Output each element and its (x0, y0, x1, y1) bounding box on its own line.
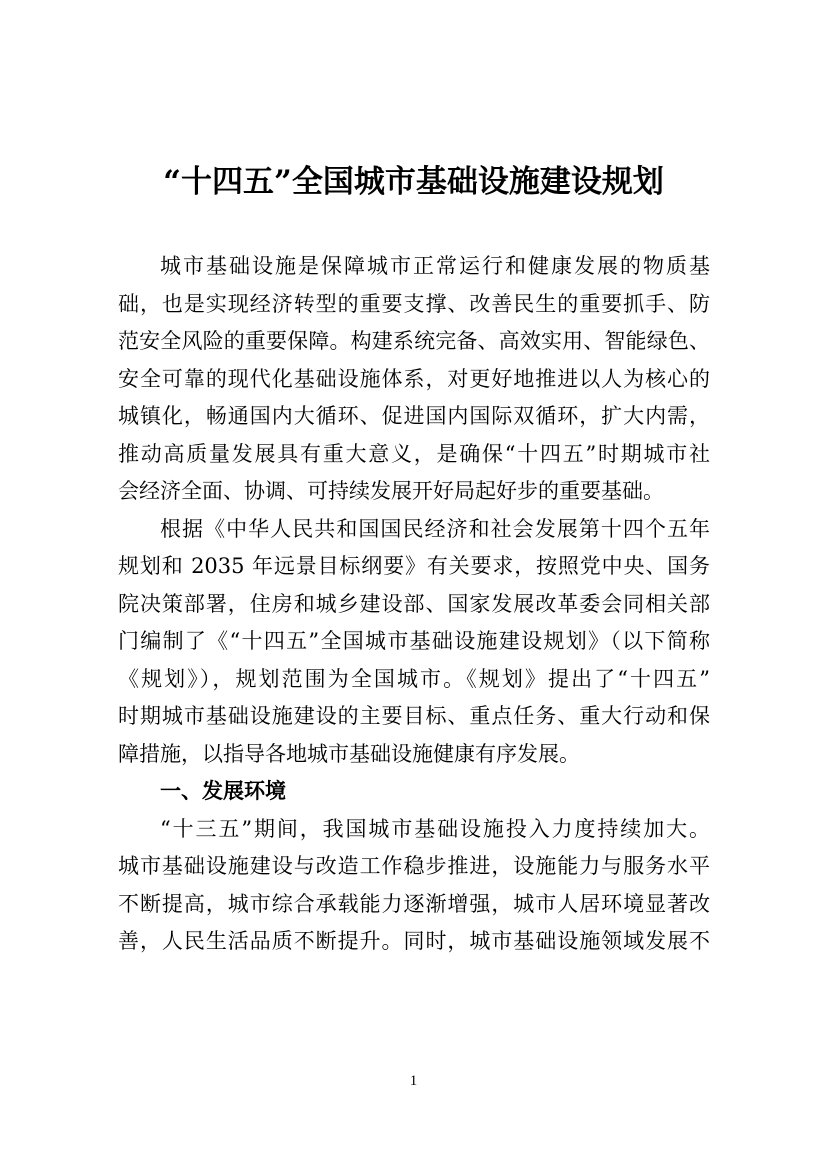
paragraph-2 (118, 511, 710, 774)
paragraph-line: 时期城市基础设施建设的主要目标、重点任务、重大行动和保 (118, 704, 710, 728)
paragraph-line: 城镇化，畅通国内大循环、促进国内国际双循环，扩大内需， (118, 404, 710, 428)
paragraph-line: 推动高质量发展具有重大意义，是确保“十四五”时期城市社 (118, 441, 710, 466)
paragraph-1 (118, 248, 710, 511)
document-body (118, 248, 710, 961)
page-number: 1 (409, 1073, 418, 1089)
paragraph-line: 《规划》），规划范围为全国城市。《规划》提出了“十四五” (118, 666, 710, 691)
paragraph-line: 门编制了《“十四五”全国城市基础设施建设规划》（以下简称 (118, 629, 710, 653)
section-heading: 一、发展环境 (160, 779, 286, 803)
paragraph-line: “十三五”期间，我国城市基础设施投入力度持续加大。 (160, 816, 710, 841)
paragraph-line: 善，人民生活品质不断提升。同时，城市基础设施领域发展不 (118, 929, 710, 953)
document-title: “十四五”全国城市基础设施建设规划 (163, 164, 664, 200)
paragraph-line: 不断提高，城市综合承载能力逐渐增强，城市人居环境显著改 (118, 891, 710, 916)
paragraph-line: 城市基础设施建设与改造工作稳步推进，设施能力与服务水平 (118, 854, 710, 878)
paragraph-line: 院决策部署，住房和城乡建设部、国家发展改革委会同相关部 (118, 591, 710, 616)
paragraph-line: 障措施，以指导各地城市基础设施健康有序发展。 (118, 741, 580, 766)
paragraph-line: 规划和 2035 年远景目标纲要》有关要求，按照党中央、国务 (118, 554, 710, 578)
paragraph-line: 础，也是实现经济转型的重要支撑、改善民生的重要抓手、防 (118, 291, 710, 316)
paragraph-line: 城市基础设施是保障城市正常运行和健康发展的物质基 (160, 254, 710, 278)
paragraph-line: 范安全风险的重要保障。构建系统完备、高效实用、智能绿色、 (118, 329, 710, 353)
paragraph-line: 会经济全面、协调、可持续发展开好局起好步的重要基础。 (118, 479, 664, 503)
paragraph-line: 安全可靠的现代化基础设施体系，对更好地推进以人为核心的 (118, 366, 710, 391)
paragraph-3 (118, 811, 710, 961)
paragraph-line: 根据《中华人民共和国国民经济和社会发展第十四个五年 (160, 516, 710, 541)
